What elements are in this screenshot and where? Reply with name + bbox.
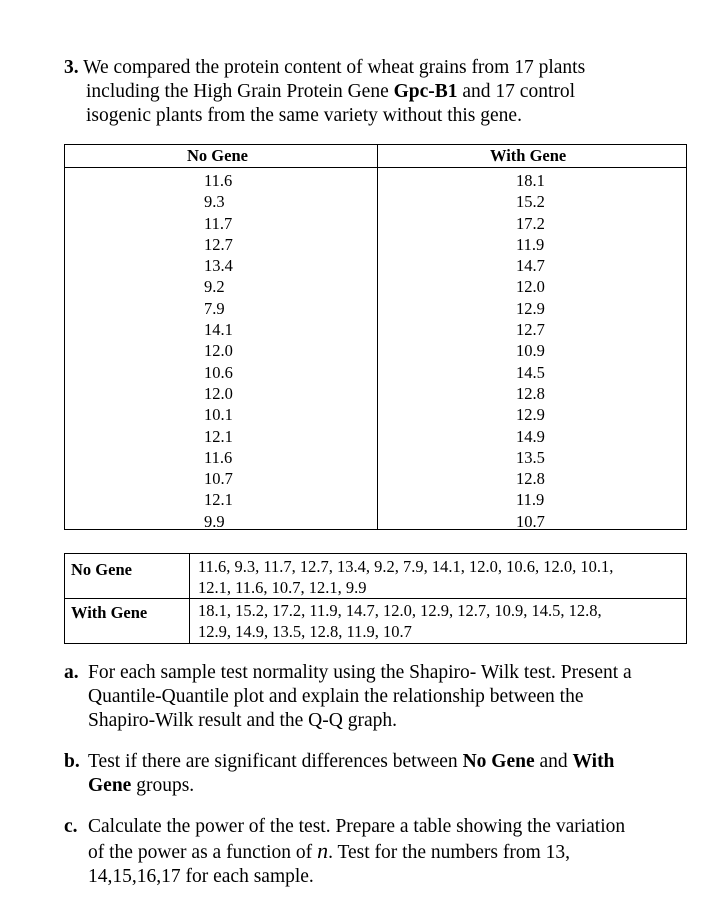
intro-line-2: including the High Grain Protein Gene Gpc-B1 and 17 control bbox=[86, 81, 576, 102]
variable-n: n bbox=[317, 838, 329, 863]
intro-line-1: 3. We compared the protein content of wheat grains from 17 plants bbox=[64, 57, 586, 78]
no-gene-cell: 11.6 bbox=[204, 447, 233, 467]
question-c: c. Calculate the power of the test. Prepare a table showing the variation of the power as a function of n. Test for the numbers from 13, 14,15,16,17 for each sample. bbox=[64, 816, 626, 887]
question-c-mark: c. bbox=[64, 816, 78, 837]
no-gene-column bbox=[204, 170, 233, 532]
with-gene-cell: 14.9 bbox=[516, 426, 545, 446]
no-gene-cell: 10.6 bbox=[204, 362, 233, 382]
no-gene-cell: 14.1 bbox=[204, 320, 233, 340]
no-gene-cell: 12.1 bbox=[204, 426, 233, 446]
problem-intro bbox=[64, 56, 704, 128]
header-with-gene: With Gene bbox=[490, 146, 567, 165]
no-gene-cell: 13.4 bbox=[204, 256, 233, 276]
no-gene-cell: 10.7 bbox=[204, 469, 233, 489]
question-b-mark: b. bbox=[64, 751, 80, 772]
summary-label-no-gene: No Gene bbox=[71, 560, 132, 579]
with-gene-cell: 12.0 bbox=[516, 277, 545, 297]
question-a: a. For each sample test normality using the Shapiro- Wilk test. Present a Quantile-Quantile plot and explain the relationship between the Shapiro-Wilk result and the Q-Q graph. bbox=[64, 662, 632, 731]
question-b: b. Test if there are significant differences between No Gene and With Gene groups. bbox=[64, 751, 615, 796]
problem-number: 3. bbox=[64, 57, 79, 78]
with-gene-cell: 14.7 bbox=[516, 256, 545, 276]
no-gene-cell: 7.9 bbox=[204, 298, 225, 318]
with-gene-cell: 14.5 bbox=[516, 362, 545, 382]
with-gene-cell: 18.1 bbox=[516, 171, 545, 190]
no-gene-cell: 12.0 bbox=[204, 341, 233, 361]
with-gene-cell: 12.8 bbox=[516, 383, 545, 403]
no-gene-cell: 9.3 bbox=[204, 192, 225, 212]
with-gene-cell: 17.2 bbox=[516, 213, 545, 233]
with-gene-cell: 12.8 bbox=[516, 469, 545, 489]
no-gene-cell: 12.1 bbox=[204, 490, 233, 510]
protein-data-table bbox=[64, 144, 687, 530]
with-gene-cell: 12.9 bbox=[516, 405, 545, 425]
gene-name: Gpc-B1 bbox=[393, 81, 458, 102]
no-gene-cell: 9.2 bbox=[204, 277, 225, 297]
no-gene-cell: 9.9 bbox=[204, 511, 225, 531]
with-gene-cell: 12.9 bbox=[516, 298, 545, 318]
summary-label-with-gene: With Gene bbox=[71, 603, 148, 622]
intro-line-3: isogenic plants from the same variety without this gene. bbox=[86, 105, 522, 126]
summary-values-with-gene: 18.1, 15.2, 17.2, 11.9, 14.7, 12.0, 12.9, 12.7, 10.9, 14.5, 12.8, 12.9, 14.9, 13.5, 12.8, 11.9, 10.7 bbox=[198, 601, 602, 641]
with-gene-cell: 12.7 bbox=[516, 320, 545, 340]
column-divider bbox=[377, 145, 378, 529]
summary-values-no-gene: 11.6, 9.3, 11.7, 12.7, 13.4, 9.2, 7.9, 14.1, 12.0, 10.6, 12.0, 10.1, 12.1, 11.6, 10.7, 12.1, 9.9 bbox=[198, 557, 614, 597]
with-gene-cell: 11.9 bbox=[516, 490, 545, 510]
no-gene-cell: 11.6 bbox=[204, 171, 233, 190]
summary-table bbox=[64, 553, 687, 644]
with-gene-cell: 10.9 bbox=[516, 341, 545, 361]
no-gene-cell: 12.7 bbox=[204, 234, 233, 254]
no-gene-cell: 10.1 bbox=[204, 405, 233, 425]
with-gene-cell: 11.9 bbox=[516, 234, 545, 254]
with-gene-column bbox=[516, 170, 545, 532]
with-gene-cell: 10.7 bbox=[516, 511, 545, 531]
header-divider bbox=[65, 167, 686, 168]
no-gene-cell: 11.7 bbox=[204, 213, 233, 233]
with-gene-cell: 15.2 bbox=[516, 192, 545, 212]
summary-row-divider bbox=[65, 598, 686, 599]
no-gene-cell: 12.0 bbox=[204, 383, 233, 403]
header-no-gene: No Gene bbox=[187, 146, 248, 165]
question-a-mark: a. bbox=[64, 662, 79, 683]
with-gene-cell: 13.5 bbox=[516, 447, 545, 467]
